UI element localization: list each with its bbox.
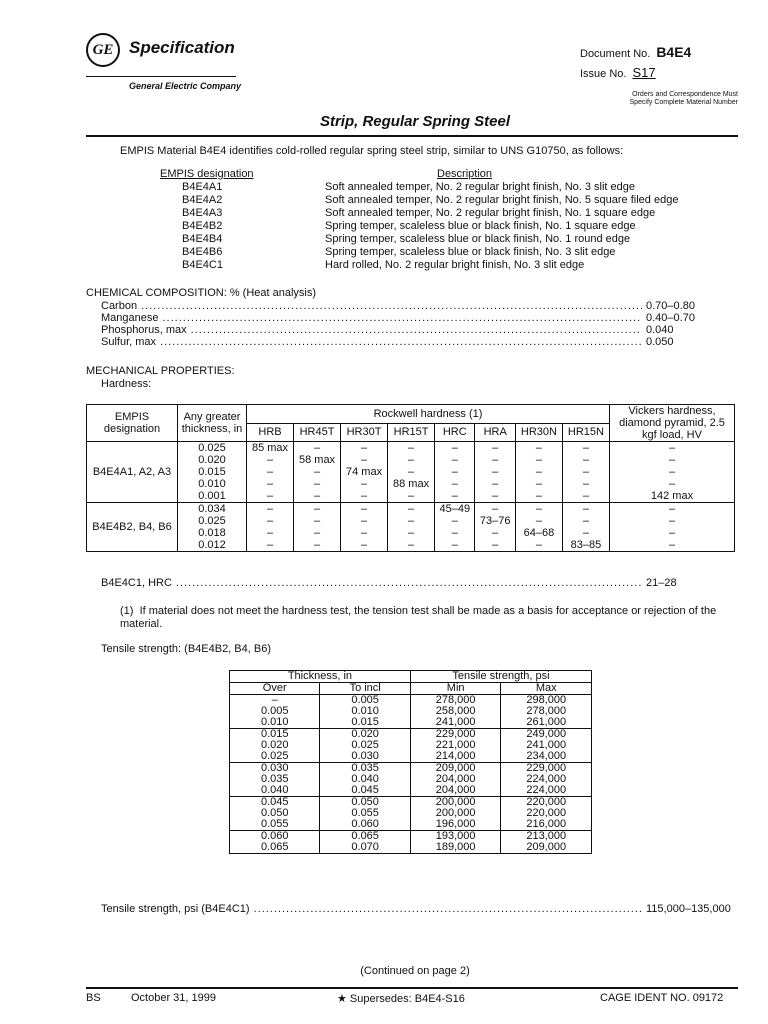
table-cell: – bbox=[435, 478, 475, 490]
table-cell: – bbox=[341, 503, 388, 516]
designation-code: B4E4B2 bbox=[182, 220, 223, 232]
designation-description: Soft annealed temper, No. 2 regular bright finish, No. 3 slit edge bbox=[325, 181, 636, 193]
table-cell: – bbox=[247, 503, 294, 516]
table-cell: 200,000 bbox=[410, 808, 501, 819]
table-cell: 209,000 bbox=[410, 763, 501, 775]
table-cell: 88 max bbox=[388, 478, 435, 490]
table-cell: 0.035 bbox=[230, 774, 320, 785]
table-cell: – bbox=[515, 490, 562, 503]
table-cell: 234,000 bbox=[501, 751, 592, 763]
table-cell: – bbox=[515, 539, 562, 552]
rockwell-col-header: HRB bbox=[247, 423, 294, 442]
designation-row bbox=[160, 259, 678, 272]
table-cell: 85 max bbox=[247, 442, 294, 455]
table-cell: 0.035 bbox=[320, 763, 410, 775]
tens-header-thickness: Thickness, in bbox=[230, 671, 411, 683]
rockwell-col-header: HRC bbox=[435, 423, 475, 442]
table-cell: – bbox=[247, 478, 294, 490]
table-cell: – bbox=[341, 478, 388, 490]
table-cell: – bbox=[610, 454, 735, 466]
table-cell: – bbox=[247, 539, 294, 552]
table-cell: – bbox=[562, 478, 609, 490]
table-cell: 74 max bbox=[341, 466, 388, 478]
table-cell: 0.030 bbox=[320, 751, 410, 763]
table-cell: 0.025 bbox=[178, 442, 247, 455]
chemical-heading: CHEMICAL COMPOSITION: % (Heat analysis) bbox=[86, 287, 317, 299]
page-title: Strip, Regular Spring Steel bbox=[319, 113, 511, 130]
footnote-mark: (1) bbox=[120, 605, 134, 617]
table-row bbox=[230, 842, 592, 854]
tens-header-to-incl: To incl bbox=[320, 683, 410, 695]
dot-leader bbox=[254, 903, 642, 915]
table-cell: 45–49 bbox=[435, 503, 475, 516]
table-cell: – bbox=[562, 515, 609, 527]
table-cell: – bbox=[388, 539, 435, 552]
table-cell: 0.045 bbox=[230, 797, 320, 809]
table-cell: – bbox=[562, 527, 609, 539]
table-cell: 0.065 bbox=[320, 831, 410, 843]
table-cell: 0.020 bbox=[178, 454, 247, 466]
c1-hrc-value: 21–28 bbox=[646, 577, 677, 589]
table-cell: 204,000 bbox=[410, 774, 501, 785]
table-row bbox=[87, 490, 735, 503]
designation-code: B4E4B4 bbox=[182, 233, 223, 245]
tens-header-min: Min bbox=[410, 683, 501, 695]
footer-date: October 31, 1999 bbox=[131, 992, 217, 1004]
chemical-row bbox=[101, 324, 741, 336]
chemical-value: 0.050 bbox=[646, 336, 674, 348]
table-cell: – bbox=[341, 454, 388, 466]
table-cell: 0.025 bbox=[230, 751, 320, 763]
doc-no-label: Document No. bbox=[580, 48, 651, 60]
table-cell: 224,000 bbox=[501, 774, 592, 785]
designation-description: Spring temper, scaleless blue or black finish, No. 1 round edge bbox=[325, 233, 631, 245]
table-cell: 224,000 bbox=[501, 785, 592, 797]
c1-hrc-row bbox=[101, 577, 741, 589]
table-cell: 241,000 bbox=[501, 740, 592, 751]
table-cell: – bbox=[562, 442, 609, 455]
chemical-element: Manganese bbox=[101, 312, 159, 324]
table-cell: 229,000 bbox=[410, 729, 501, 741]
rockwell-col-header: HR30T bbox=[341, 423, 388, 442]
rockwell-col-header: HR15N bbox=[562, 423, 609, 442]
table-row bbox=[230, 819, 592, 831]
footnote-text: If material does not meet the hardness test, the tension test shall be made as a basis for acceptance or rejection of the material. bbox=[120, 605, 717, 630]
orders-note bbox=[560, 91, 738, 107]
table-cell: 209,000 bbox=[501, 842, 592, 854]
doc-no-value: B4E4 bbox=[656, 44, 692, 60]
table-cell: – bbox=[610, 503, 735, 516]
chemical-element: Carbon bbox=[101, 300, 138, 312]
spec-label: Specification bbox=[129, 38, 235, 57]
designation-header: EMPIS designation bbox=[160, 168, 254, 180]
chemical-element: Phosphorus, max bbox=[101, 324, 187, 336]
table-cell: – bbox=[388, 503, 435, 516]
table-cell: – bbox=[388, 442, 435, 455]
table-cell: – bbox=[435, 490, 475, 503]
chemical-element: Sulfur, max bbox=[101, 336, 157, 348]
logo-text: GE bbox=[92, 41, 114, 58]
table-cell: – bbox=[435, 442, 475, 455]
intro-text: EMPIS Material B4E4 identifies cold-rolled regular spring steel strip, similar to UNS G10750, as follows: bbox=[120, 145, 624, 157]
tens-header-max: Max bbox=[501, 683, 592, 695]
table-cell: – bbox=[294, 503, 341, 516]
designation-description: Spring temper, scaleless blue or black finish, No. 3 slit edge bbox=[325, 246, 616, 258]
designation-description: Spring temper, scaleless blue or black finish, No. 1 square edge bbox=[325, 220, 636, 232]
designation-row bbox=[160, 220, 678, 233]
table-cell: 0.055 bbox=[230, 819, 320, 831]
rockwell-col-header: HR15T bbox=[388, 423, 435, 442]
table-cell: – bbox=[435, 539, 475, 552]
group-designation: B4E4B2, B4, B6 bbox=[87, 503, 178, 552]
c1-tensile-label: Tensile strength, psi (B4E4C1) bbox=[101, 903, 250, 915]
footer-supersedes: ★ Supersedes: B4E4-S16 bbox=[337, 993, 465, 1005]
c1-hrc-label: B4E4C1, HRC bbox=[101, 577, 172, 589]
company-name: General Electric Company bbox=[129, 81, 242, 91]
tensile-table-wrap bbox=[229, 670, 592, 854]
hard-header-rockwell: Rockwell hardness (1) bbox=[247, 405, 610, 424]
table-cell: 214,000 bbox=[410, 751, 501, 763]
table-cell: 216,000 bbox=[501, 819, 592, 831]
table-cell: – bbox=[247, 527, 294, 539]
table-row bbox=[87, 527, 735, 539]
table-cell: – bbox=[435, 515, 475, 527]
table-cell: – bbox=[475, 454, 515, 466]
table-cell: 298,000 bbox=[501, 695, 592, 707]
mechanical-heading: MECHANICAL PROPERTIES: bbox=[86, 365, 235, 377]
table-row bbox=[87, 539, 735, 552]
rockwell-col-header: HR30N bbox=[515, 423, 562, 442]
table-cell: 0.040 bbox=[230, 785, 320, 797]
table-cell: 0.012 bbox=[178, 539, 247, 552]
table-cell: – bbox=[388, 515, 435, 527]
table-cell: 0.050 bbox=[320, 797, 410, 809]
table-cell: – bbox=[388, 490, 435, 503]
table-cell: – bbox=[562, 503, 609, 516]
table-cell: 221,000 bbox=[410, 740, 501, 751]
dot-leader bbox=[163, 312, 643, 324]
footer-cage: CAGE IDENT NO. 09172 bbox=[600, 992, 724, 1004]
orders-note-line-2: Specify Complete Material Number bbox=[629, 99, 738, 106]
table-cell: 278,000 bbox=[410, 695, 501, 707]
table-cell: 0.025 bbox=[320, 740, 410, 751]
designation-code: B4E4A3 bbox=[182, 207, 223, 219]
table-cell: 229,000 bbox=[501, 763, 592, 775]
table-cell: 0.005 bbox=[320, 695, 410, 707]
table-cell: – bbox=[294, 466, 341, 478]
chemical-row bbox=[101, 312, 741, 324]
table-cell: 0.010 bbox=[230, 717, 320, 729]
table-cell: – bbox=[388, 454, 435, 466]
table-cell: 58 max bbox=[294, 454, 341, 466]
table-cell: 258,000 bbox=[410, 706, 501, 717]
designation-row bbox=[160, 181, 678, 194]
table-cell: 0.020 bbox=[230, 740, 320, 751]
table-cell: – bbox=[475, 539, 515, 552]
tensile-heading: Tensile strength: (B4E4B2, B4, B6) bbox=[101, 643, 271, 655]
table-cell: – bbox=[515, 503, 562, 516]
table-cell: – bbox=[610, 515, 735, 527]
table-cell: – bbox=[247, 515, 294, 527]
dot-leader bbox=[191, 324, 642, 336]
table-cell: – bbox=[294, 490, 341, 503]
table-cell: 0.020 bbox=[320, 729, 410, 741]
table-cell: 0.030 bbox=[230, 763, 320, 775]
chemical-list bbox=[101, 300, 741, 348]
table-cell: – bbox=[294, 478, 341, 490]
c1-tensile-row bbox=[101, 903, 741, 915]
table-row bbox=[87, 442, 735, 455]
table-cell: 278,000 bbox=[501, 706, 592, 717]
table-cell: – bbox=[435, 454, 475, 466]
table-cell: 249,000 bbox=[501, 729, 592, 741]
table-cell: – bbox=[610, 478, 735, 490]
table-cell: 0.025 bbox=[178, 515, 247, 527]
table-cell: 0.005 bbox=[230, 706, 320, 717]
table-cell: – bbox=[294, 515, 341, 527]
table-cell: – bbox=[475, 490, 515, 503]
table-cell: – bbox=[341, 539, 388, 552]
table-cell: 0.015 bbox=[178, 466, 247, 478]
dot-leader bbox=[141, 300, 642, 312]
table-cell: 0.001 bbox=[178, 490, 247, 503]
footnote bbox=[120, 605, 730, 631]
table-cell: 0.010 bbox=[320, 706, 410, 717]
tens-header-strength: Tensile strength, psi bbox=[410, 671, 591, 683]
ge-logo-icon bbox=[86, 33, 120, 67]
hard-header-vickers: Vickers hardness, diamond pyramid, 2.5 kgf load, HV bbox=[610, 405, 735, 442]
table-cell: 241,000 bbox=[410, 717, 501, 729]
table-cell: – bbox=[515, 478, 562, 490]
table-cell: – bbox=[515, 515, 562, 527]
table-cell: – bbox=[515, 442, 562, 455]
table-cell: 0.034 bbox=[178, 503, 247, 516]
title-rule bbox=[86, 135, 738, 137]
rockwell-col-header: HRA bbox=[475, 423, 515, 442]
table-cell: 0.015 bbox=[230, 729, 320, 741]
table-cell: – bbox=[475, 466, 515, 478]
table-cell: – bbox=[247, 490, 294, 503]
table-cell: – bbox=[562, 454, 609, 466]
table-cell: – bbox=[435, 466, 475, 478]
table-cell: 0.010 bbox=[178, 478, 247, 490]
table-cell: – bbox=[294, 539, 341, 552]
table-cell: – bbox=[247, 454, 294, 466]
table-cell: 204,000 bbox=[410, 785, 501, 797]
table-cell: – bbox=[562, 490, 609, 503]
table-cell: 0.065 bbox=[230, 842, 320, 854]
table-cell: 220,000 bbox=[501, 808, 592, 819]
table-cell: 64–68 bbox=[515, 527, 562, 539]
table-row bbox=[87, 478, 735, 490]
group-designation: B4E4A1, A2, A3 bbox=[87, 442, 178, 503]
table-cell: 0.045 bbox=[320, 785, 410, 797]
rockwell-col-header: HR45T bbox=[294, 423, 341, 442]
table-cell: – bbox=[341, 515, 388, 527]
table-row bbox=[230, 717, 592, 729]
designation-code: B4E4C1 bbox=[182, 259, 223, 271]
table-cell: – bbox=[388, 466, 435, 478]
hard-header-thickness: Any greater thickness, in bbox=[178, 405, 247, 442]
c1-tensile-value: 115,000–135,000 bbox=[646, 903, 731, 915]
document-number bbox=[580, 44, 691, 60]
table-cell: 0.060 bbox=[320, 819, 410, 831]
footer-code: BS bbox=[86, 992, 101, 1004]
table-cell: 73–76 bbox=[475, 515, 515, 527]
dot-leader bbox=[160, 336, 642, 348]
hard-header-empis: EMPIS designation bbox=[87, 405, 178, 442]
issue-value: S17 bbox=[632, 65, 656, 80]
designation-description: Hard rolled, No. 2 regular bright finish, No. 3 slit edge bbox=[325, 259, 585, 271]
table-cell: – bbox=[435, 527, 475, 539]
table-cell: 196,000 bbox=[410, 819, 501, 831]
tens-header-over: Over bbox=[230, 683, 320, 695]
table-cell: – bbox=[475, 442, 515, 455]
tensile-table bbox=[229, 670, 592, 854]
hardness-table bbox=[86, 404, 735, 552]
table-row bbox=[87, 515, 735, 527]
designation-description: Soft annealed temper, No. 2 regular bright finish, No. 1 square edge bbox=[325, 207, 656, 219]
footer-rule bbox=[86, 987, 738, 989]
table-cell: – bbox=[475, 503, 515, 516]
table-cell: 83–85 bbox=[562, 539, 609, 552]
designation-row bbox=[160, 207, 678, 220]
hardness-subheading: Hardness: bbox=[101, 378, 152, 390]
table-cell: – bbox=[610, 527, 735, 539]
table-cell: 213,000 bbox=[501, 831, 592, 843]
chemical-value: 0.040 bbox=[646, 324, 674, 336]
designation-code: B4E4A1 bbox=[182, 181, 223, 193]
table-cell: – bbox=[341, 490, 388, 503]
table-cell: 0.050 bbox=[230, 808, 320, 819]
table-cell: 189,000 bbox=[410, 842, 501, 854]
designation-row bbox=[160, 233, 678, 246]
table-cell: – bbox=[515, 454, 562, 466]
description-header: Description bbox=[437, 168, 493, 180]
table-cell: – bbox=[475, 527, 515, 539]
table-row bbox=[230, 785, 592, 797]
designation-row bbox=[160, 194, 678, 207]
table-cell: 261,000 bbox=[501, 717, 592, 729]
table-row bbox=[87, 466, 735, 478]
chemical-row bbox=[101, 336, 741, 348]
table-cell: 0.018 bbox=[178, 527, 247, 539]
chemical-value: 0.40–0.70 bbox=[646, 312, 695, 324]
table-cell: 0.070 bbox=[320, 842, 410, 854]
issue-label: Issue No. bbox=[580, 68, 627, 80]
designation-list bbox=[160, 168, 678, 272]
table-cell: – bbox=[562, 466, 609, 478]
table-cell: – bbox=[475, 478, 515, 490]
table-cell: – bbox=[247, 466, 294, 478]
table-row bbox=[87, 503, 735, 516]
table-cell: 0.015 bbox=[320, 717, 410, 729]
designation-row bbox=[160, 246, 678, 259]
table-cell: – bbox=[388, 527, 435, 539]
table-cell: 193,000 bbox=[410, 831, 501, 843]
header-divider bbox=[86, 76, 236, 77]
table-cell: – bbox=[515, 466, 562, 478]
table-cell: 0.040 bbox=[320, 774, 410, 785]
chemical-row bbox=[101, 300, 741, 312]
orders-note-line-1: Orders and Correspondence Must bbox=[632, 91, 738, 98]
designation-code: B4E4B6 bbox=[182, 246, 223, 258]
designation-code: B4E4A2 bbox=[182, 194, 223, 206]
table-cell: – bbox=[610, 466, 735, 478]
table-cell: – bbox=[610, 442, 735, 455]
table-cell: – bbox=[230, 695, 320, 707]
table-cell: – bbox=[294, 527, 341, 539]
table-cell: 220,000 bbox=[501, 797, 592, 809]
table-cell: 200,000 bbox=[410, 797, 501, 809]
designation-description: Soft annealed temper, No. 2 regular bright finish, No. 5 square filed edge bbox=[325, 194, 679, 206]
issue-number bbox=[580, 65, 656, 80]
table-cell: – bbox=[294, 442, 341, 455]
chemical-value: 0.70–0.80 bbox=[646, 300, 695, 312]
hardness-table-wrap bbox=[86, 404, 735, 552]
table-row bbox=[87, 454, 735, 466]
table-cell: 0.060 bbox=[230, 831, 320, 843]
table-cell: – bbox=[341, 442, 388, 455]
table-row bbox=[230, 751, 592, 763]
table-cell: 142 max bbox=[610, 490, 735, 503]
table-cell: 0.055 bbox=[320, 808, 410, 819]
table-cell: – bbox=[341, 527, 388, 539]
continued-note: (Continued on page 2) bbox=[360, 965, 470, 977]
table-cell: – bbox=[610, 539, 735, 552]
dot-leader bbox=[176, 577, 642, 589]
